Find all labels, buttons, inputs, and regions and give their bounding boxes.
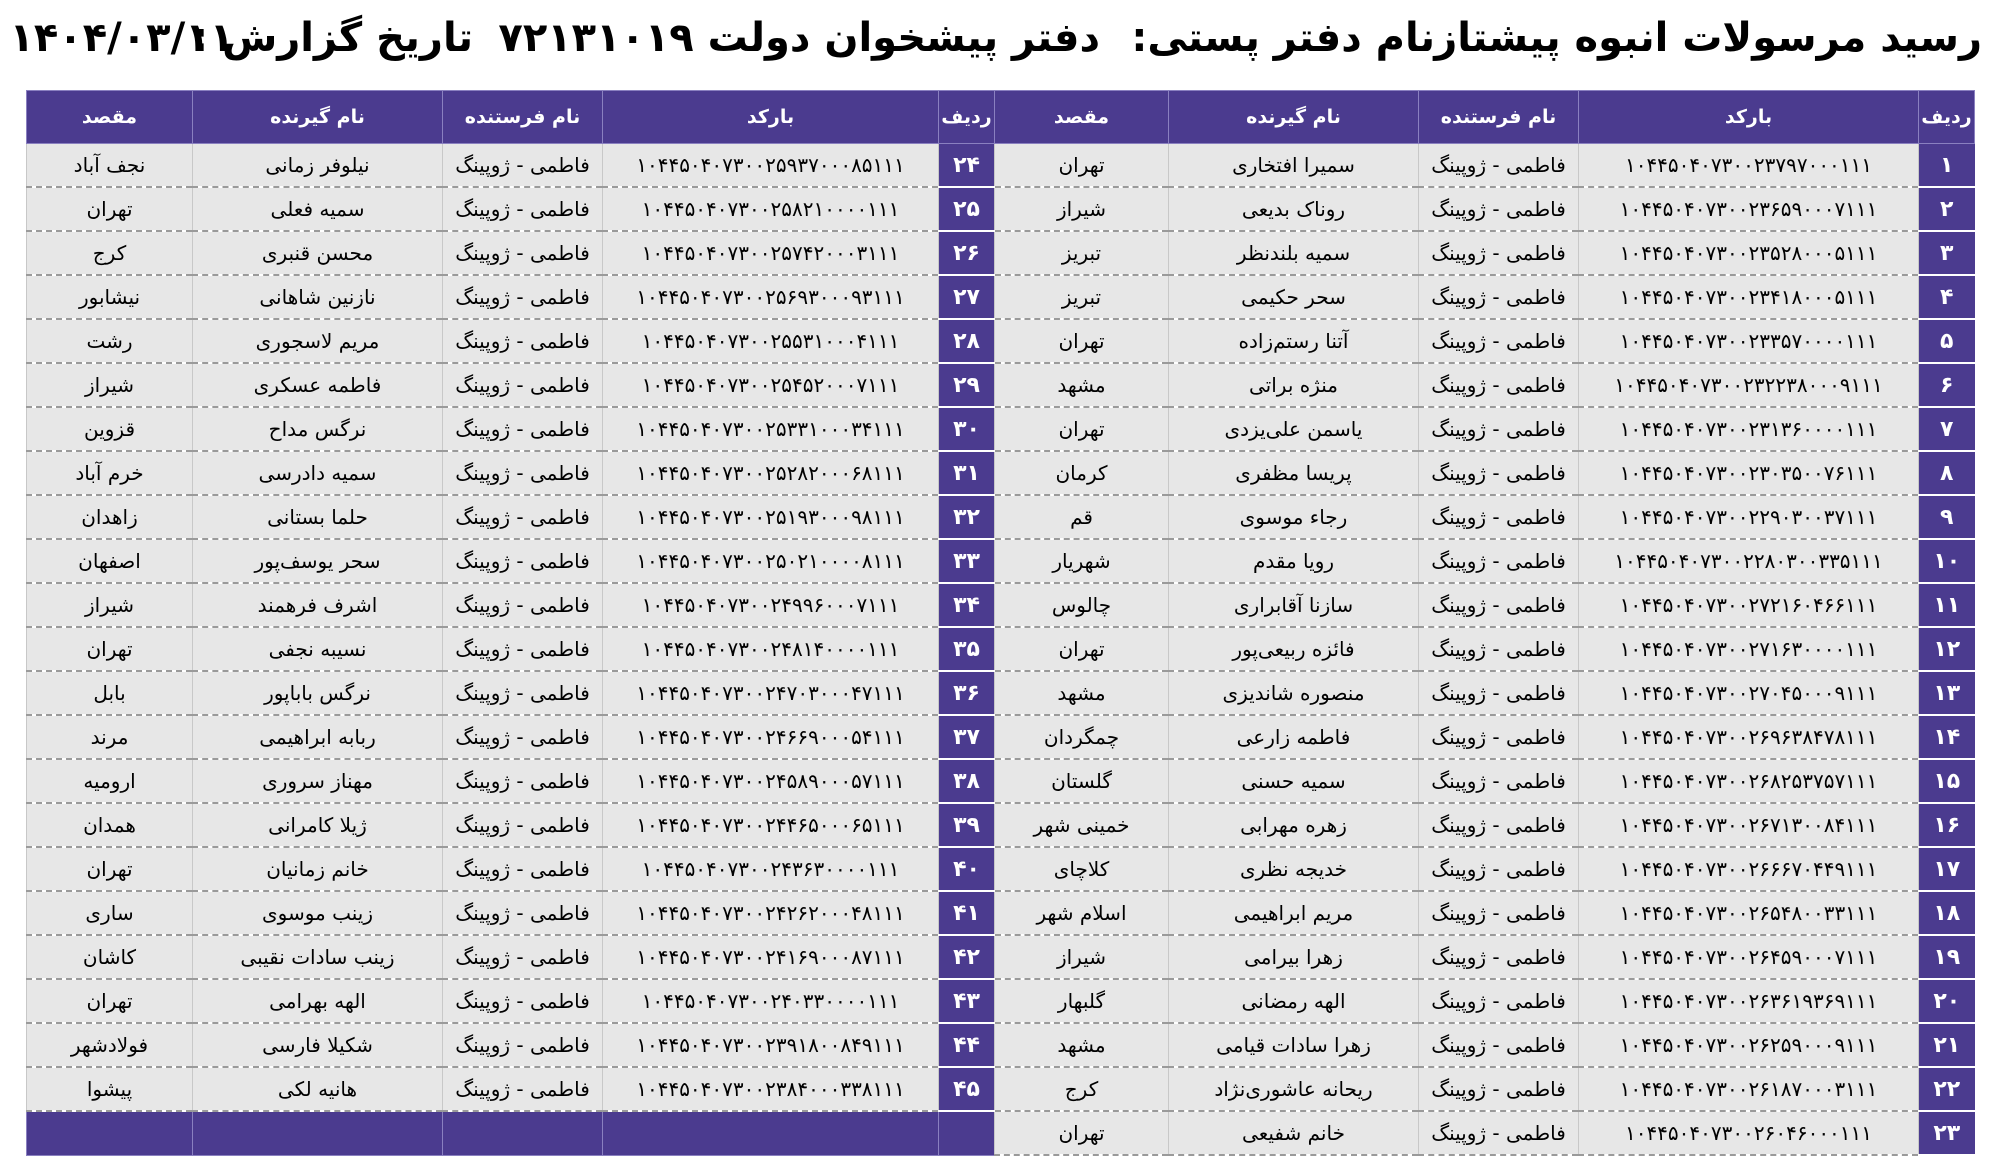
- destination-cell: تهران: [27, 187, 193, 231]
- recipient-cell: مریم لاسجوری: [193, 319, 443, 363]
- destination-cell: تهران: [995, 407, 1169, 451]
- empty-recipient-cell: [193, 1111, 443, 1155]
- sender-cell: فاطمی - ژوپینگ: [443, 495, 603, 539]
- destination-cell: گلستان: [995, 759, 1169, 803]
- sender-cell: فاطمی - ژوپینگ: [1419, 539, 1579, 583]
- row-index: ۳۱: [939, 451, 995, 495]
- destination-cell: کرج: [995, 1067, 1169, 1111]
- recipient-cell: فاطمه عسکری: [193, 363, 443, 407]
- table-row: [27, 583, 1975, 627]
- sender-cell: فاطمی - ژوپینگ: [1419, 583, 1579, 627]
- empty-sender-cell: [443, 1111, 603, 1155]
- office-name: دفتر پیشخوان دولت ۷۲۱۳۱۰۱۹: [498, 15, 1100, 61]
- col-header-destination: مقصد: [27, 91, 193, 144]
- barcode-cell: ۱۰۴۴۵۰۴۰۷۳۰۰۲۷۲۱۶۰۴۶۶۱۱۱: [1579, 583, 1919, 627]
- row-index: ۳۴: [939, 583, 995, 627]
- row-index: ۱۲: [1919, 627, 1975, 671]
- recipient-cell: نسیبه نجفی: [193, 627, 443, 671]
- row-index: ۳۵: [939, 627, 995, 671]
- row-index: ۳: [1919, 231, 1975, 275]
- row-index: ۱۸: [1919, 891, 1975, 935]
- table-row: [27, 1023, 1975, 1067]
- recipient-cell: پریسا مظفری: [1169, 451, 1419, 495]
- recipient-cell: منصوره شاندیزی: [1169, 671, 1419, 715]
- sender-cell: فاطمی - ژوپینگ: [443, 187, 603, 231]
- barcode-cell: ۱۰۴۴۵۰۴۰۷۳۰۰۲۶۵۴۸۰۰۳۳۱۱۱: [1579, 891, 1919, 935]
- barcode-cell: ۱۰۴۴۵۰۴۰۷۳۰۰۲۵۱۹۳۰۰۰۹۸۱۱۱: [603, 495, 939, 539]
- recipient-cell: آتنا رستم‌زاده: [1169, 319, 1419, 363]
- barcode-cell: ۱۰۴۴۵۰۴۰۷۳۰۰۲۳۲۲۳۸۰۰۰۹۱۱۱: [1579, 363, 1919, 407]
- shipments-table: [26, 90, 1975, 1156]
- sender-cell: فاطمی - ژوپینگ: [1419, 187, 1579, 231]
- barcode-cell: ۱۰۴۴۵۰۴۰۷۳۰۰۲۵۷۴۲۰۰۰۳۱۱۱: [603, 231, 939, 275]
- col-header-barcode: بارکد: [603, 91, 939, 144]
- barcode-cell: ۱۰۴۴۵۰۴۰۷۳۰۰۲۵۰۲۱۰۰۰۰۸۱۱۱: [603, 539, 939, 583]
- sender-cell: فاطمی - ژوپینگ: [443, 144, 603, 188]
- recipient-cell: رویا مقدم: [1169, 539, 1419, 583]
- recipient-cell: محسن قنبری: [193, 231, 443, 275]
- recipient-cell: هانیه لکی: [193, 1067, 443, 1111]
- barcode-cell: ۱۰۴۴۵۰۴۰۷۳۰۰۲۶۹۶۳۸۴۷۸۱۱۱: [1579, 715, 1919, 759]
- destination-cell: مشهد: [995, 1023, 1169, 1067]
- sender-cell: فاطمی - ژوپینگ: [443, 1023, 603, 1067]
- col-header-recipient: نام گیرنده: [1169, 91, 1419, 144]
- destination-cell: قم: [995, 495, 1169, 539]
- table-row: [27, 847, 1975, 891]
- sender-cell: فاطمی - ژوپینگ: [1419, 144, 1579, 188]
- destination-cell: چالوس: [995, 583, 1169, 627]
- recipient-cell: زهرا سادات قیامی: [1169, 1023, 1419, 1067]
- sender-cell: فاطمی - ژوپینگ: [1419, 1067, 1579, 1111]
- row-index: ۳۸: [939, 759, 995, 803]
- row-index: ۲۸: [939, 319, 995, 363]
- barcode-cell: ۱۰۴۴۵۰۴۰۷۳۰۰۲۶۶۶۷۰۴۴۹۱۱۱: [1579, 847, 1919, 891]
- row-index: ۲۱: [1919, 1023, 1975, 1067]
- sender-cell: فاطمی - ژوپینگ: [1419, 847, 1579, 891]
- sender-cell: فاطمی - ژوپینگ: [1419, 231, 1579, 275]
- recipient-cell: خانم شفیعی: [1169, 1111, 1419, 1155]
- table-row: [27, 715, 1975, 759]
- recipient-cell: رجاء موسوی: [1169, 495, 1419, 539]
- table-row: [27, 407, 1975, 451]
- row-index: ۳۰: [939, 407, 995, 451]
- col-header-recipient: نام گیرنده: [193, 91, 443, 144]
- sender-cell: فاطمی - ژوپینگ: [1419, 319, 1579, 363]
- row-index: ۲: [1919, 187, 1975, 231]
- sender-cell: فاطمی - ژوپینگ: [443, 231, 603, 275]
- destination-cell: شیراز: [27, 363, 193, 407]
- barcode-cell: ۱۰۴۴۵۰۴۰۷۳۰۰۲۲۹۰۳۰۰۳۷۱۱۱: [1579, 495, 1919, 539]
- row-index: ۱۴: [1919, 715, 1975, 759]
- barcode-cell: ۱۰۴۴۵۰۴۰۷۳۰۰۲۵۴۵۲۰۰۰۷۱۱۱: [603, 363, 939, 407]
- col-header-destination: مقصد: [995, 91, 1169, 144]
- row-index: ۲۵: [939, 187, 995, 231]
- row-index: ۱۶: [1919, 803, 1975, 847]
- row-index: ۴۱: [939, 891, 995, 935]
- row-index: ۷: [1919, 407, 1975, 451]
- row-index: ۴۳: [939, 979, 995, 1023]
- recipient-cell: زینب سادات نقیبی: [193, 935, 443, 979]
- destination-cell: ساری: [27, 891, 193, 935]
- sender-cell: فاطمی - ژوپینگ: [1419, 979, 1579, 1023]
- barcode-cell: ۱۰۴۴۵۰۴۰۷۳۰۰۲۴۲۶۲۰۰۰۴۸۱۱۱: [603, 891, 939, 935]
- row-index: ۱۱: [1919, 583, 1975, 627]
- destination-cell: چمگردان: [995, 715, 1169, 759]
- barcode-cell: ۱۰۴۴۵۰۴۰۷۳۰۰۲۴۸۱۴۰۰۰۰۱۱۱: [603, 627, 939, 671]
- sender-cell: فاطمی - ژوپینگ: [443, 979, 603, 1023]
- row-index: ۴۰: [939, 847, 995, 891]
- recipient-cell: مهناز سروری: [193, 759, 443, 803]
- receipt-title: رسید مرسولات انبوه پیشتاز: [1434, 15, 1982, 61]
- table-row: [27, 539, 1975, 583]
- sender-cell: فاطمی - ژوپینگ: [443, 891, 603, 935]
- sender-cell: فاطمی - ژوپینگ: [1419, 715, 1579, 759]
- table-row: [27, 803, 1975, 847]
- sender-cell: فاطمی - ژوپینگ: [443, 627, 603, 671]
- barcode-cell: ۱۰۴۴۵۰۴۰۷۳۰۰۲۴۶۶۹۰۰۰۵۴۱۱۱: [603, 715, 939, 759]
- row-index: ۳۷: [939, 715, 995, 759]
- destination-cell: تهران: [995, 144, 1169, 188]
- recipient-cell: ربابه ابراهیمی: [193, 715, 443, 759]
- recipient-cell: الهه رمضانی: [1169, 979, 1419, 1023]
- sender-cell: فاطمی - ژوپینگ: [443, 671, 603, 715]
- row-index: ۲۶: [939, 231, 995, 275]
- recipient-cell: سمیرا افتخاری: [1169, 144, 1419, 188]
- row-index: ۱۳: [1919, 671, 1975, 715]
- row-index: ۲۳: [1919, 1111, 1975, 1155]
- barcode-cell: ۱۰۴۴۵۰۴۰۷۳۰۰۲۴۷۰۳۰۰۰۴۷۱۱۱: [603, 671, 939, 715]
- barcode-cell: ۱۰۴۴۵۰۴۰۷۳۰۰۲۴۵۸۹۰۰۰۵۷۱۱۱: [603, 759, 939, 803]
- barcode-cell: ۱۰۴۴۵۰۴۰۷۳۰۰۲۶۴۵۹۰۰۰۷۱۱۱: [1579, 935, 1919, 979]
- recipient-cell: سمیه دادرسی: [193, 451, 443, 495]
- table-row: [27, 935, 1975, 979]
- sender-cell: فاطمی - ژوپینگ: [1419, 759, 1579, 803]
- table-row: [27, 144, 1975, 188]
- sender-cell: فاطمی - ژوپینگ: [1419, 803, 1579, 847]
- destination-cell: قزوین: [27, 407, 193, 451]
- barcode-cell: ۱۰۴۴۵۰۴۰۷۳۰۰۲۳۹۱۸۰۰۸۴۹۱۱۱: [603, 1023, 939, 1067]
- table-row: [27, 495, 1975, 539]
- table-row: [27, 187, 1975, 231]
- sender-cell: فاطمی - ژوپینگ: [443, 583, 603, 627]
- table-row: [27, 231, 1975, 275]
- row-index: ۴۵: [939, 1067, 995, 1111]
- recipient-cell: ریحانه عاشوری‌نژاد: [1169, 1067, 1419, 1111]
- recipient-cell: نیلوفر زمانی: [193, 144, 443, 188]
- barcode-cell: ۱۰۴۴۵۰۴۰۷۳۰۰۲۳۸۴۰۰۰۳۳۸۱۱۱: [603, 1067, 939, 1111]
- barcode-cell: ۱۰۴۴۵۰۴۰۷۳۰۰۲۳۶۵۹۰۰۰۷۱۱۱: [1579, 187, 1919, 231]
- sender-cell: فاطمی - ژوپینگ: [1419, 495, 1579, 539]
- barcode-cell: ۱۰۴۴۵۰۴۰۷۳۰۰۲۳۳۵۷۰۰۰۰۱۱۱: [1579, 319, 1919, 363]
- sender-cell: فاطمی - ژوپینگ: [443, 935, 603, 979]
- table-row: [27, 275, 1975, 319]
- sender-cell: فاطمی - ژوپینگ: [443, 803, 603, 847]
- table-row: [27, 1111, 1975, 1155]
- barcode-cell: ۱۰۴۴۵۰۴۰۷۳۰۰۲۷۰۴۵۰۰۰۹۱۱۱: [1579, 671, 1919, 715]
- recipient-cell: یاسمن علی‌یزدی: [1169, 407, 1419, 451]
- barcode-cell: ۱۰۴۴۵۰۴۰۷۳۰۰۲۶۷۱۳۰۰۸۴۱۱۱: [1579, 803, 1919, 847]
- destination-cell: شیراز: [27, 583, 193, 627]
- report-date: ۱۴۰۴/۰۳/۱۱: [9, 15, 234, 61]
- col-header-index: ردیف: [939, 91, 995, 144]
- row-index: ۲۰: [1919, 979, 1975, 1023]
- sender-cell: فاطمی - ژوپینگ: [443, 715, 603, 759]
- row-index: ۸: [1919, 451, 1975, 495]
- barcode-cell: ۱۰۴۴۵۰۴۰۷۳۰۰۲۷۱۶۳۰۰۰۰۱۱۱: [1579, 627, 1919, 671]
- sender-cell: فاطمی - ژوپینگ: [1419, 627, 1579, 671]
- table-row: [27, 979, 1975, 1023]
- destination-cell: مرند: [27, 715, 193, 759]
- recipient-cell: سمیه حسنی: [1169, 759, 1419, 803]
- row-index: ۵: [1919, 319, 1975, 363]
- barcode-cell: ۱۰۴۴۵۰۴۰۷۳۰۰۲۳۰۳۵۰۰۷۶۱۱۱: [1579, 451, 1919, 495]
- recipient-cell: شکیلا فارسی: [193, 1023, 443, 1067]
- barcode-cell: ۱۰۴۴۵۰۴۰۷۳۰۰۲۶۳۶۱۹۳۶۹۱۱۱: [1579, 979, 1919, 1023]
- recipient-cell: سمیه بلندنظر: [1169, 231, 1419, 275]
- table-header-row: [27, 91, 1975, 144]
- sender-cell: فاطمی - ژوپینگ: [443, 847, 603, 891]
- destination-cell: بابل: [27, 671, 193, 715]
- destination-cell: نجف آباد: [27, 144, 193, 188]
- table-row: [27, 319, 1975, 363]
- sender-cell: فاطمی - ژوپینگ: [1419, 275, 1579, 319]
- row-index: ۲۷: [939, 275, 995, 319]
- destination-cell: تبریز: [995, 231, 1169, 275]
- sender-cell: فاطمی - ژوپینگ: [443, 363, 603, 407]
- sender-cell: فاطمی - ژوپینگ: [443, 451, 603, 495]
- sender-cell: فاطمی - ژوپینگ: [1419, 1023, 1579, 1067]
- sender-cell: فاطمی - ژوپینگ: [1419, 891, 1579, 935]
- row-index: ۹: [1919, 495, 1975, 539]
- sender-cell: فاطمی - ژوپینگ: [1419, 363, 1579, 407]
- destination-cell: شیراز: [995, 187, 1169, 231]
- destination-cell: خرم آباد: [27, 451, 193, 495]
- row-index: ۱۷: [1919, 847, 1975, 891]
- sender-cell: فاطمی - ژوپینگ: [443, 275, 603, 319]
- destination-cell: مشهد: [995, 671, 1169, 715]
- recipient-cell: ژیلا کامرانی: [193, 803, 443, 847]
- destination-cell: کاشان: [27, 935, 193, 979]
- row-index: ۶: [1919, 363, 1975, 407]
- barcode-cell: ۱۰۴۴۵۰۴۰۷۳۰۰۲۳۵۲۸۰۰۰۵۱۱۱: [1579, 231, 1919, 275]
- destination-cell: اصفهان: [27, 539, 193, 583]
- barcode-cell: ۱۰۴۴۵۰۴۰۷۳۰۰۲۵۹۳۷۰۰۰۸۵۱۱۱: [603, 144, 939, 188]
- row-index: ۲۹: [939, 363, 995, 407]
- destination-cell: شهریار: [995, 539, 1169, 583]
- row-index: ۳۶: [939, 671, 995, 715]
- destination-cell: تهران: [995, 319, 1169, 363]
- destination-cell: تهران: [27, 847, 193, 891]
- barcode-cell: ۱۰۴۴۵۰۴۰۷۳۰۰۲۴۹۹۶۰۰۰۷۱۱۱: [603, 583, 939, 627]
- row-index: ۱۵: [1919, 759, 1975, 803]
- recipient-cell: زینب موسوی: [193, 891, 443, 935]
- col-header-index: ردیف: [1919, 91, 1975, 144]
- destination-cell: شیراز: [995, 935, 1169, 979]
- row-index: ۱۹: [1919, 935, 1975, 979]
- recipient-cell: سحر یوسف‌پور: [193, 539, 443, 583]
- recipient-cell: نرگس باباپور: [193, 671, 443, 715]
- destination-cell: همدان: [27, 803, 193, 847]
- destination-cell: تبریز: [995, 275, 1169, 319]
- recipient-cell: سمیه فعلی: [193, 187, 443, 231]
- barcode-cell: ۱۰۴۴۵۰۴۰۷۳۰۰۲۳۴۱۸۰۰۰۵۱۱۱: [1579, 275, 1919, 319]
- recipient-cell: منژه براتی: [1169, 363, 1419, 407]
- barcode-cell: ۱۰۴۴۵۰۴۰۷۳۰۰۲۵۸۲۱۰۰۰۰۱۱۱: [603, 187, 939, 231]
- col-header-sender: نام فرستنده: [1419, 91, 1579, 144]
- destination-cell: اسلام شهر: [995, 891, 1169, 935]
- recipient-cell: نرگس مداح: [193, 407, 443, 451]
- barcode-cell: ۱۰۴۴۵۰۴۰۷۳۰۰۲۶۱۸۷۰۰۰۳۱۱۱: [1579, 1067, 1919, 1111]
- recipient-cell: سازنا آقابراری: [1169, 583, 1419, 627]
- barcode-cell: ۱۰۴۴۵۰۴۰۷۳۰۰۲۴۴۶۵۰۰۰۶۵۱۱۱: [603, 803, 939, 847]
- sender-cell: فاطمی - ژوپینگ: [1419, 935, 1579, 979]
- recipient-cell: نازنین شاهانی: [193, 275, 443, 319]
- table-row: [27, 1067, 1975, 1111]
- row-index: ۴: [1919, 275, 1975, 319]
- destination-cell: ارومیه: [27, 759, 193, 803]
- table-body: [27, 144, 1975, 1156]
- row-index: ۲۴: [939, 144, 995, 188]
- report-date-label: تاریخ گزارش :: [192, 15, 473, 61]
- recipient-cell: اشرف فرهمند: [193, 583, 443, 627]
- barcode-cell: ۱۰۴۴۵۰۴۰۷۳۰۰۲۴۳۶۳۰۰۰۰۱۱۱: [603, 847, 939, 891]
- destination-cell: پیشوا: [27, 1067, 193, 1111]
- row-index: ۲۲: [1919, 1067, 1975, 1111]
- destination-cell: زاهدان: [27, 495, 193, 539]
- recipient-cell: الهه بهرامی: [193, 979, 443, 1023]
- barcode-cell: ۱۰۴۴۵۰۴۰۷۳۰۰۲۲۸۰۳۰۰۳۳۵۱۱۱: [1579, 539, 1919, 583]
- destination-cell: کرمان: [995, 451, 1169, 495]
- barcode-cell: ۱۰۴۴۵۰۴۰۷۳۰۰۲۵۵۳۱۰۰۰۴۱۱۱: [603, 319, 939, 363]
- barcode-cell: ۱۰۴۴۵۰۴۰۷۳۰۰۲۳۷۹۷۰۰۰۱۱۱: [1579, 144, 1919, 188]
- barcode-cell: ۱۰۴۴۵۰۴۰۷۳۰۰۲۳۱۳۶۰۰۰۰۱۱۱: [1579, 407, 1919, 451]
- recipient-cell: زهره مهرابی: [1169, 803, 1419, 847]
- destination-cell: تهران: [27, 979, 193, 1023]
- sender-cell: فاطمی - ژوپینگ: [443, 1067, 603, 1111]
- row-index: ۴۴: [939, 1023, 995, 1067]
- recipient-cell: زهرا بیرامی: [1169, 935, 1419, 979]
- destination-cell: کرج: [27, 231, 193, 275]
- table-row: [27, 363, 1975, 407]
- destination-cell: تهران: [995, 1111, 1169, 1155]
- col-header-sender: نام فرستنده: [443, 91, 603, 144]
- table-row: [27, 451, 1975, 495]
- destination-cell: فولادشهر: [27, 1023, 193, 1067]
- col-header-barcode: بارکد: [1579, 91, 1919, 144]
- row-index: ۴۲: [939, 935, 995, 979]
- sender-cell: فاطمی - ژوپینگ: [443, 539, 603, 583]
- table-row: [27, 759, 1975, 803]
- row-index: ۱۰: [1919, 539, 1975, 583]
- destination-cell: تهران: [27, 627, 193, 671]
- sender-cell: فاطمی - ژوپینگ: [1419, 451, 1579, 495]
- sender-cell: فاطمی - ژوپینگ: [1419, 1111, 1579, 1155]
- row-index: ۱: [1919, 144, 1975, 188]
- sender-cell: فاطمی - ژوپینگ: [443, 407, 603, 451]
- row-index: ۳۳: [939, 539, 995, 583]
- recipient-cell: روناک بدیعی: [1169, 187, 1419, 231]
- table-row: [27, 627, 1975, 671]
- barcode-cell: ۱۰۴۴۵۰۴۰۷۳۰۰۲۴۰۳۳۰۰۰۰۱۱۱: [603, 979, 939, 1023]
- empty-row-index: [939, 1111, 995, 1155]
- barcode-cell: ۱۰۴۴۵۰۴۰۷۳۰۰۲۵۳۳۱۰۰۰۳۴۱۱۱: [603, 407, 939, 451]
- recipient-cell: حلما بستانی: [193, 495, 443, 539]
- destination-cell: گلبهار: [995, 979, 1169, 1023]
- barcode-cell: ۱۰۴۴۵۰۴۰۷۳۰۰۲۶۲۵۹۰۰۰۹۱۱۱: [1579, 1023, 1919, 1067]
- sender-cell: فاطمی - ژوپینگ: [1419, 407, 1579, 451]
- recipient-cell: مریم ابراهیمی: [1169, 891, 1419, 935]
- empty-barcode-cell: [603, 1111, 939, 1155]
- sender-cell: فاطمی - ژوپینگ: [443, 319, 603, 363]
- table-row: [27, 891, 1975, 935]
- sender-cell: فاطمی - ژوپینگ: [443, 759, 603, 803]
- row-index: ۳۹: [939, 803, 995, 847]
- destination-cell: تهران: [995, 627, 1169, 671]
- row-index: ۳۲: [939, 495, 995, 539]
- recipient-cell: فاطمه زارعی: [1169, 715, 1419, 759]
- recipient-cell: خدیجه نظری: [1169, 847, 1419, 891]
- office-label: نام دفتر پستی:: [1131, 15, 1435, 61]
- recipient-cell: سحر حکیمی: [1169, 275, 1419, 319]
- table-row: [27, 671, 1975, 715]
- barcode-cell: ۱۰۴۴۵۰۴۰۷۳۰۰۲۶۰۴۶۰۰۰۱۱۱: [1579, 1111, 1919, 1155]
- destination-cell: نیشابور: [27, 275, 193, 319]
- recipient-cell: خانم زمانیان: [193, 847, 443, 891]
- barcode-cell: ۱۰۴۴۵۰۴۰۷۳۰۰۲۴۱۶۹۰۰۰۸۷۱۱۱: [603, 935, 939, 979]
- sender-cell: فاطمی - ژوپینگ: [1419, 671, 1579, 715]
- destination-cell: رشت: [27, 319, 193, 363]
- destination-cell: کلاچای: [995, 847, 1169, 891]
- barcode-cell: ۱۰۴۴۵۰۴۰۷۳۰۰۲۵۲۸۲۰۰۰۶۸۱۱۱: [603, 451, 939, 495]
- barcode-cell: ۱۰۴۴۵۰۴۰۷۳۰۰۲۶۸۲۵۳۷۵۷۱۱۱: [1579, 759, 1919, 803]
- barcode-cell: ۱۰۴۴۵۰۴۰۷۳۰۰۲۵۶۹۳۰۰۰۹۳۱۱۱: [603, 275, 939, 319]
- destination-cell: خمینی شهر: [995, 803, 1169, 847]
- report-header: [0, 0, 2000, 80]
- destination-cell: مشهد: [995, 363, 1169, 407]
- empty-destination-cell: [27, 1111, 193, 1155]
- recipient-cell: فائزه ربیعی‌پور: [1169, 627, 1419, 671]
